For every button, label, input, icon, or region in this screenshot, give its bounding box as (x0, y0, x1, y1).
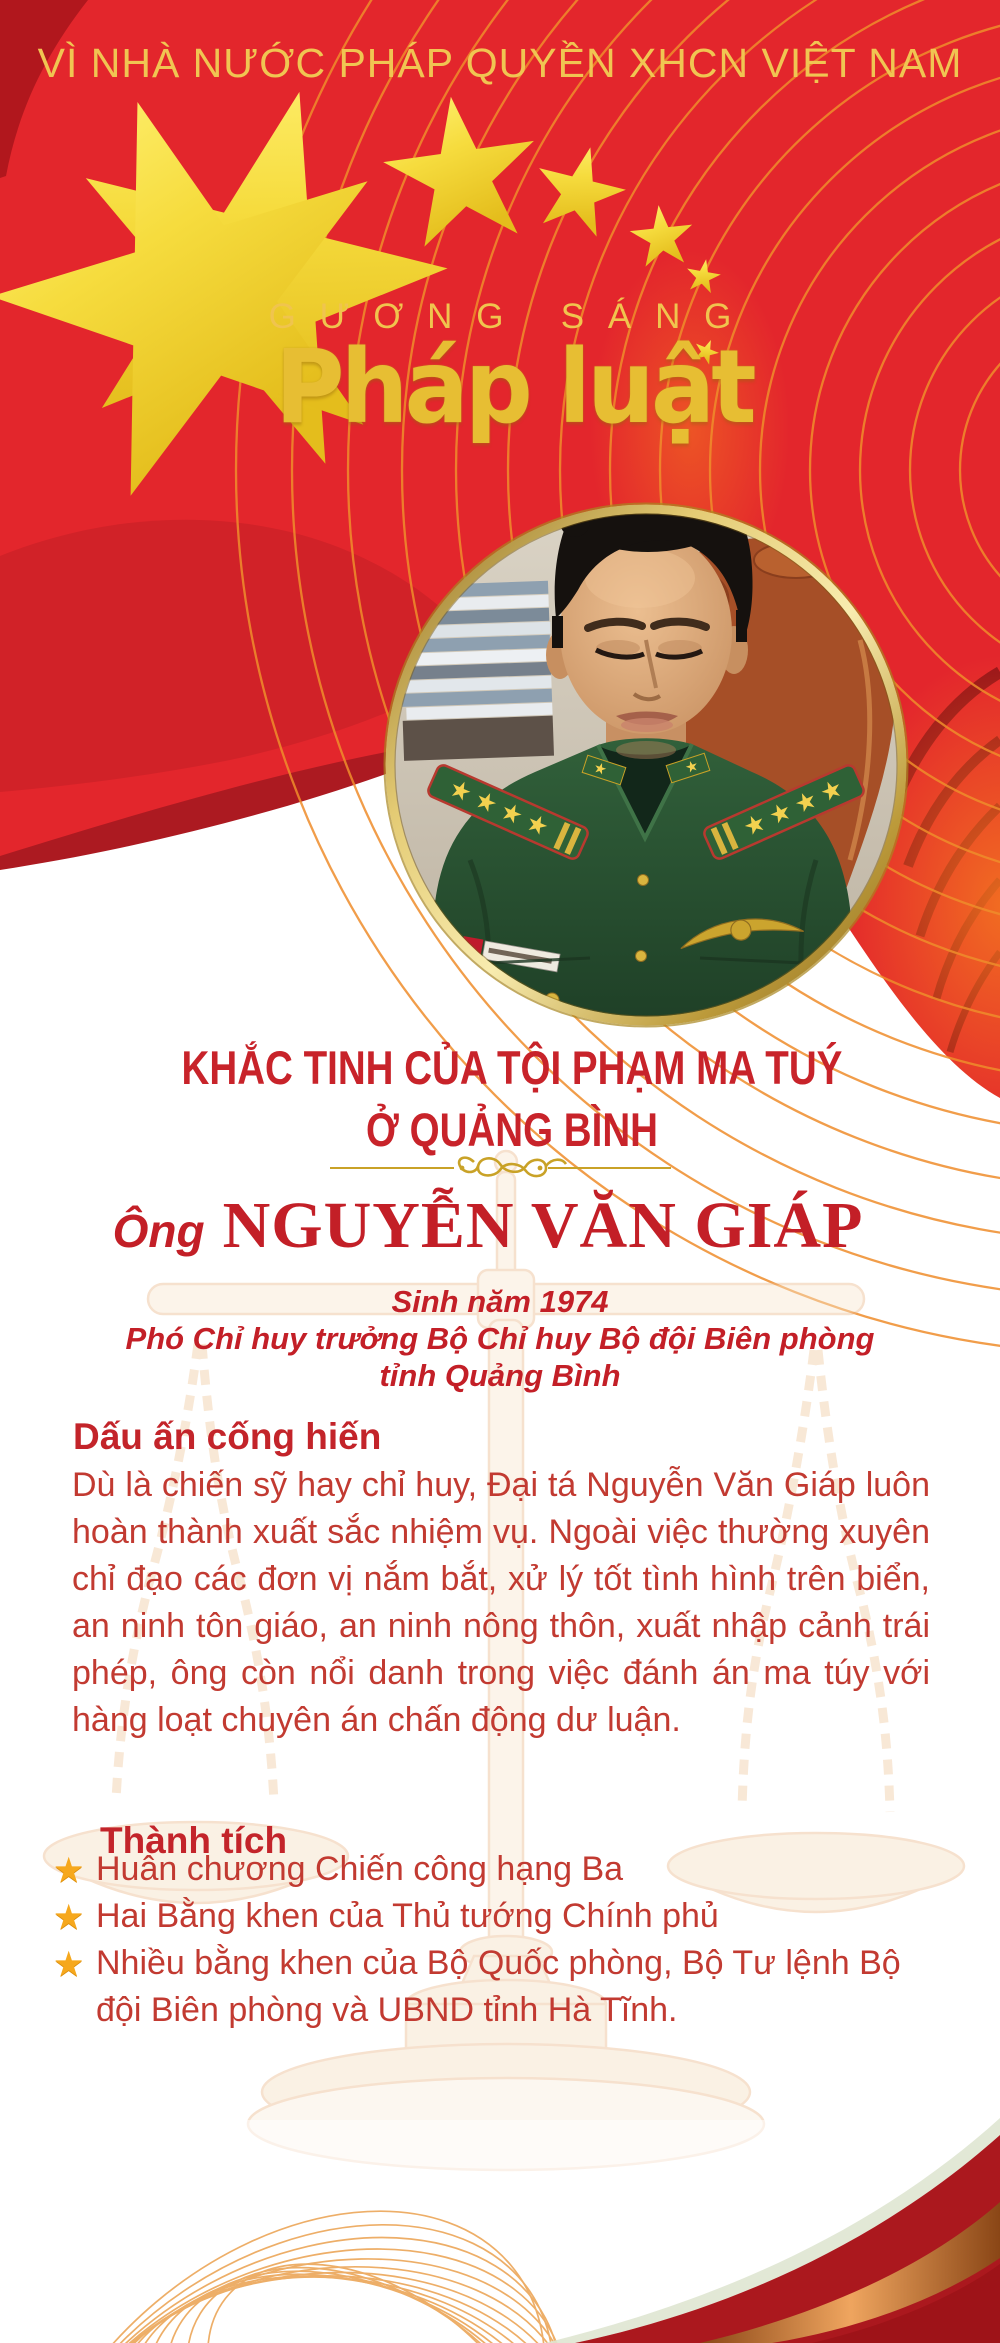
divider-ornament-icon (328, 1146, 673, 1190)
headline-line1: KHẮC TINH CỦA TỘI PHẠM MA TUÝ (181, 1041, 843, 1094)
person-name: NGUYỄN VĂN GIÁP (222, 1189, 864, 1262)
contributions-heading: Dấu ấn cống hiến (73, 1416, 382, 1457)
person-name-row (0, 1188, 976, 1264)
contributions-body: Dù là chiến sỹ hay chỉ huy, Đại tá Nguyễn Văn Giáp luôn hoàn thành xuất sắc nhiệm vụ. Ngoài việc thường xuyên chỉ đạo các đơn vị nắm bắt, xử lý tốt tình hình trên biển, an ninh tôn giáo, an ninh nông thôn, xuất nhập cảnh trái phép, ông còn nổi danh trong việc đánh án ma túy với hàng loạt chuyên án chấn động dư luận. (72, 1466, 930, 1739)
star-icon: ★ (53, 1945, 85, 1984)
star-icon: ★ (53, 1898, 85, 1937)
brand-line-guong-sang: GƯƠNG SÁNG (268, 297, 756, 336)
person-birth-year: Sinh năm 1974 (391, 1284, 609, 1319)
achievements-heading: Thành tích (100, 1820, 288, 1861)
person-position-line1: Phó Chỉ huy trưởng Bộ Chỉ huy Bộ đội Biên phòng (125, 1321, 875, 1356)
star-icon: ★ (53, 1851, 85, 1890)
achievement-item: ★ Hai Bằng khen của Thủ tướng Chính phủ (53, 1893, 943, 1940)
achievements-list (53, 1846, 943, 2034)
top-slogan: VÌ NHÀ NƯỚC PHÁP QUYỀN XHCN VIỆT NAM (37, 40, 963, 86)
person-prefix: Ông (112, 1205, 205, 1257)
brand-phap-luat-text: Pháp luật (275, 328, 753, 447)
person-details (0, 1283, 1000, 1394)
achievement-item: ★ Huân chương Chiến công hạng Ba (53, 1846, 943, 1893)
brand-line-phap-luat (28, 328, 1000, 447)
headline-line2: Ở QUẢNG BÌNH (366, 1103, 658, 1156)
achievement-item: ★ Nhiều bằng khen của Bộ Quốc phòng, Bộ Tư lệnh Bộ đội Biên phòng và UBND tỉnh Hà Tĩnh. (53, 1940, 943, 2034)
person-position-line2: tỉnh Quảng Bình (379, 1358, 621, 1393)
